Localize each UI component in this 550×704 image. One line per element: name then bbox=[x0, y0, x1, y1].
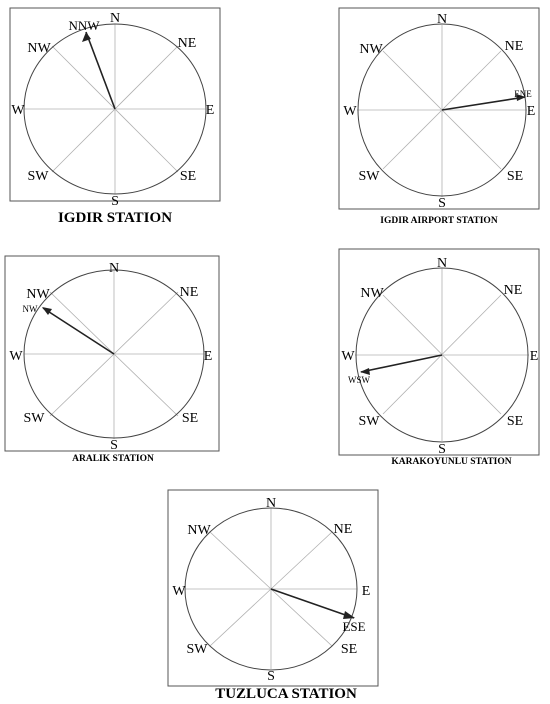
compass-axes bbox=[185, 508, 357, 669]
wind-arrow bbox=[43, 308, 114, 354]
label-n: N bbox=[108, 261, 120, 276]
station-caption: IGDIR STATION bbox=[57, 210, 173, 226]
wind-arrow bbox=[361, 355, 442, 372]
label-w: W bbox=[343, 104, 357, 119]
label-ne: NE bbox=[179, 285, 199, 300]
label-n: N bbox=[436, 12, 448, 27]
station-caption: KARAKOYUNLU STATION bbox=[391, 457, 512, 467]
label-se: SE bbox=[340, 642, 358, 657]
label-ne: NE bbox=[333, 522, 353, 537]
wind-arrow bbox=[271, 589, 354, 618]
label-ne: NE bbox=[503, 283, 523, 298]
wind-rose-igdir bbox=[10, 8, 220, 233]
arrow-label: ENE bbox=[514, 89, 532, 99]
label-w: W bbox=[172, 584, 186, 599]
wind-rose-tuzluca bbox=[168, 490, 380, 704]
label-sw: SW bbox=[27, 169, 49, 184]
arrow-head bbox=[360, 368, 370, 375]
wind-rose-aralik bbox=[5, 256, 220, 466]
label-s: S bbox=[111, 194, 119, 209]
label-w: W bbox=[341, 349, 355, 364]
label-nw: NW bbox=[359, 42, 383, 57]
wind-arrow bbox=[442, 97, 525, 110]
label-e: E bbox=[205, 103, 215, 118]
label-s: S bbox=[438, 196, 446, 211]
wind-arrow bbox=[86, 32, 115, 109]
label-nw: NW bbox=[27, 41, 51, 56]
label-se: SE bbox=[506, 169, 524, 184]
label-s: S bbox=[438, 442, 446, 457]
arrow-label: WSW bbox=[348, 375, 370, 385]
label-ne: NE bbox=[504, 39, 524, 54]
label-w: W bbox=[11, 103, 25, 118]
station-caption: TUZLUCA STATION bbox=[215, 686, 357, 702]
label-se: SE bbox=[179, 169, 197, 184]
wind-rose-karakoyunlu bbox=[339, 249, 539, 474]
label-e: E bbox=[526, 104, 536, 119]
label-s: S bbox=[110, 438, 118, 453]
label-e: E bbox=[203, 349, 213, 364]
station-caption: IGDIR AIRPORT STATION bbox=[380, 216, 498, 226]
station-panel-igdir-airport bbox=[339, 8, 539, 233]
label-sw: SW bbox=[186, 642, 208, 657]
label-se: SE bbox=[506, 414, 524, 429]
station-panel-karakoyunlu bbox=[339, 249, 539, 474]
label-nw: NW bbox=[26, 287, 50, 302]
label-w: W bbox=[9, 349, 23, 364]
label-n: N bbox=[109, 11, 121, 26]
label-sw: SW bbox=[358, 169, 380, 184]
label-se: SE bbox=[181, 411, 199, 426]
label-nw: NW bbox=[187, 523, 211, 538]
arrow-label: NNW bbox=[68, 18, 100, 33]
label-sw: SW bbox=[23, 411, 45, 426]
label-n: N bbox=[265, 496, 277, 511]
station-panel-aralik bbox=[5, 256, 220, 466]
arrow-label: ESE bbox=[342, 619, 366, 634]
label-nw: NW bbox=[360, 286, 384, 301]
label-e: E bbox=[361, 584, 371, 599]
station-panel-tuzluca bbox=[168, 490, 380, 704]
label-s: S bbox=[267, 669, 275, 684]
wind-rose-igdir-airport bbox=[339, 8, 539, 233]
arrow-label: NW bbox=[22, 304, 38, 314]
station-caption: ARALIK STATION bbox=[72, 454, 154, 464]
label-sw: SW bbox=[358, 414, 380, 429]
station-panel-igdir bbox=[10, 8, 220, 233]
label-e: E bbox=[529, 349, 539, 364]
label-ne: NE bbox=[177, 36, 197, 51]
label-n: N bbox=[436, 256, 448, 271]
